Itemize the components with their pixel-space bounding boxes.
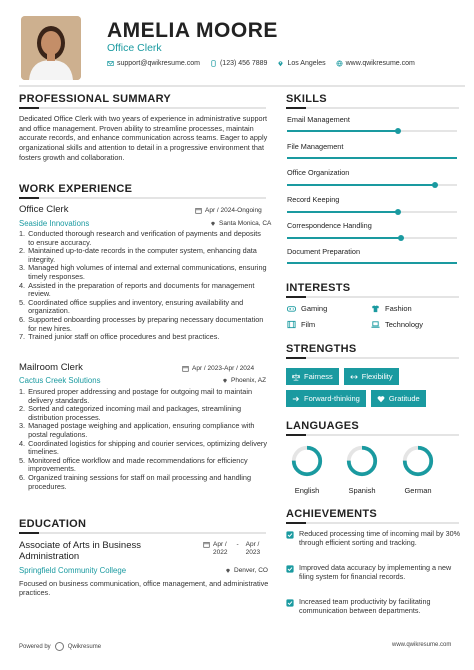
strength-label: Gratitude (388, 394, 420, 403)
calendar-icon (203, 541, 210, 548)
summary-heading: PROFESSIONAL SUMMARY (19, 93, 172, 105)
arrows-icon (350, 373, 358, 381)
strengths-heading: STRENGTHS (286, 343, 357, 355)
list-item: 3. Managed postage weighing and application, ensuring compliance with postal regulations. (19, 421, 255, 440)
education-date: Apr / 2022 - Apr / 2023 (203, 541, 260, 557)
calendar-icon (182, 365, 189, 372)
checkbox-icon (286, 565, 294, 573)
list-item: 2. Maintained up-to-date records in the computer system, enhancing data integrity. (19, 246, 257, 264)
list-item: 5. Monitored office workflow and made recommendations for efficiency improvements. (19, 455, 248, 474)
balance-scale-icon (292, 373, 300, 381)
education-location-text: Denver, CO (234, 567, 268, 574)
interest-item (371, 320, 423, 329)
achievement-text: Improved data accuracy by implementing a new filing system for financial records. (299, 563, 452, 581)
footer-branding (19, 642, 101, 651)
location-pin-icon (222, 377, 228, 384)
language-proficiency-ring (401, 444, 435, 478)
language-item (337, 444, 387, 495)
list-item: 1. Conducted thorough research and verification of payments and deposits to ensure accuracy. (19, 229, 261, 247)
skill-level-handle (432, 182, 438, 188)
skill-bar-fill (287, 262, 457, 264)
skill-level-handle (395, 209, 401, 215)
education-heading-rule (39, 532, 266, 534)
education-heading-underline (19, 532, 39, 534)
summary-heading-underline (19, 107, 39, 109)
summary-heading-rule (39, 107, 266, 109)
phone-contact[interactable] (210, 60, 267, 67)
strengths-heading-underline (286, 357, 306, 359)
skill-level-handle (398, 235, 404, 241)
strength-label: Fairness (304, 372, 333, 381)
interest-label: Film (301, 320, 316, 329)
company-name: Cactus Creek Solutions (19, 376, 101, 385)
checkbox-icon (286, 531, 294, 539)
qwikresume-logo-icon (55, 642, 64, 651)
skill-bar-fill (287, 237, 401, 239)
location-pin-icon (277, 60, 284, 67)
achievements-heading-underline (286, 522, 306, 524)
skill-bar (287, 130, 457, 132)
interests-heading-underline (286, 296, 306, 298)
location-pin-icon (225, 567, 231, 574)
school-name: Springfield Community College (19, 566, 127, 575)
achievement-item (286, 598, 466, 616)
globe-icon (336, 60, 343, 67)
email-icon (107, 60, 114, 67)
strength-label: Forward-thinking (304, 394, 360, 403)
languages-heading-underline (286, 434, 306, 436)
powered-by-text: Powered by (19, 643, 51, 650)
job-title: Office Clerk (19, 204, 69, 215)
skill-name: Record Keeping (287, 195, 340, 204)
email-text: support@qwikresume.com (117, 60, 200, 67)
company-name: Seaside Innovations (19, 219, 90, 228)
location-pin-icon (210, 220, 216, 227)
skill-bar-fill (287, 130, 398, 132)
skill-bar (287, 184, 457, 186)
skills-heading-rule (306, 107, 459, 109)
achievement-item (286, 564, 466, 582)
job-bullet-list (19, 388, 269, 491)
list-item: 5. Coordinated office supplies and inventory, ensuring availability and organization. (19, 297, 244, 316)
interests-heading: INTERESTS (286, 282, 351, 294)
phone-text: (123) 456 7889 (219, 60, 268, 67)
heart-icon (377, 395, 385, 403)
skills-heading-underline (286, 107, 306, 109)
interest-label: Technology (385, 320, 423, 329)
achievement-text: Reduced processing time of incoming mail by 30% through efficient sorting and tracking. (299, 529, 460, 547)
education-location (225, 567, 268, 574)
phone-icon (210, 60, 217, 67)
list-item: 3. Managed high volumes of internal and external communications, ensuring timely responses. (19, 263, 267, 282)
profile-photo (21, 16, 81, 80)
laptop-icon (371, 320, 380, 329)
list-item: 6. Supported onboarding processes by preparing necessary documentation for new hires. (19, 315, 264, 333)
forward-icon (292, 395, 300, 403)
calendar-icon (195, 207, 202, 214)
strength-tag (344, 368, 399, 385)
header-divider (19, 85, 465, 87)
skill-bar (287, 157, 457, 159)
skill-bar-fill (287, 157, 457, 159)
degree-title: Associate of Arts in Business Administration (19, 540, 141, 562)
skill-bar-fill (287, 184, 435, 186)
footer-website[interactable] (392, 642, 451, 648)
interests-heading-rule (306, 296, 459, 298)
interest-item (371, 304, 412, 313)
language-proficiency-ring (345, 444, 379, 478)
job-location-text: Santa Monica, CA (219, 220, 272, 227)
language-item (282, 444, 332, 495)
skill-bar-fill (287, 211, 398, 213)
interest-item (287, 304, 327, 313)
fashion-icon (371, 304, 380, 313)
achievement-item (286, 530, 466, 548)
job-date (182, 365, 254, 372)
job-title: Mailroom Clerk (19, 362, 83, 373)
job-location (210, 220, 271, 227)
experience-heading-underline (19, 197, 39, 199)
experience-heading: WORK EXPERIENCE (19, 183, 133, 195)
list-item: 2. Sorted and categorized incoming mail and packages, streamlining distribution processes. (19, 404, 242, 422)
candidate-name: AMELIA MOORE (107, 19, 278, 42)
summary-text: Dedicated Office Clerk with two years of experience in administrative support and office management. Proven ability to streamline processes, maintain accurate records, and enhance communication across teams. Eager to apply organizational skills and attention to detail in a progressive environment that fosters growth and collaboration. (19, 114, 268, 162)
language-name: English (294, 486, 320, 495)
email-contact[interactable] (107, 60, 200, 67)
film-icon (287, 320, 296, 329)
achievements-heading-rule (306, 522, 459, 524)
interest-label: Gaming (301, 304, 328, 313)
experience-heading-rule (39, 197, 266, 199)
checkbox-icon (286, 599, 294, 607)
footer-website-text[interactable]: www.qwikresume.com (392, 642, 452, 648)
list-item: 6. Organized training sessions for staff on mail processing and handling procedures. (19, 473, 252, 491)
skill-name: Email Management (287, 115, 350, 124)
job-date-text: Apr / 2024-Ongoing (205, 207, 262, 214)
website-text: www.qwikresume.com (345, 60, 415, 67)
skill-name: File Management (287, 142, 344, 151)
achievements-heading: ACHIEVEMENTS (286, 508, 377, 520)
job-location-text: Phoenix, AZ (231, 377, 267, 384)
language-name: Spanish (348, 486, 376, 495)
job-date-text: Apr / 2023-Apr / 2024 (192, 365, 255, 372)
strengths-heading-rule (306, 357, 459, 359)
language-proficiency-ring (290, 444, 324, 478)
gamepad-icon (287, 304, 296, 313)
list-item: 4. Coordinated logistics for shipping and courier services, optimizing delivery timelines. (19, 438, 267, 457)
skill-bar (287, 211, 457, 213)
skill-name: Correspondence Handling (287, 221, 372, 230)
skill-name: Office Organization (287, 168, 350, 177)
strength-tag (286, 368, 339, 385)
achievement-text: Increased team productivity by facilitating communication between departments. (299, 597, 431, 615)
brand-link[interactable]: Qwikresume (67, 643, 102, 650)
strength-label: Flexibility (361, 372, 393, 381)
location-contact (277, 60, 325, 67)
skill-bar (287, 262, 457, 264)
strength-tag (371, 390, 426, 407)
skill-level-handle (395, 128, 401, 134)
strength-tags (286, 368, 461, 407)
skills-heading: SKILLS (286, 93, 327, 105)
languages-heading-rule (306, 434, 459, 436)
skill-bar (287, 237, 457, 239)
education-heading: EDUCATION (19, 518, 87, 530)
interest-item (287, 320, 315, 329)
language-item (393, 444, 443, 495)
list-item: 1. Ensured proper addressing and postage for outgoing mail to maintain delivery standards. (19, 387, 253, 405)
education-description: Focused on business communication, office management, and administrative practices. (19, 579, 269, 598)
languages-heading: LANGUAGES (286, 420, 359, 432)
job-bullet-list (19, 230, 269, 342)
strength-tag (286, 390, 366, 407)
website-contact[interactable] (336, 60, 415, 67)
interest-label: Fashion (385, 304, 412, 313)
job-date (195, 207, 262, 214)
contact-bar (107, 60, 415, 67)
language-name: German (404, 486, 432, 495)
skill-name: Document Preparation (287, 247, 361, 256)
candidate-role: Office Clerk (107, 42, 162, 54)
list-item: 7. Trained junior staff on office procedures and best practices. (19, 332, 220, 342)
location-text: Los Angeles (287, 60, 326, 67)
job-location (222, 377, 266, 384)
list-item: 4. Assisted in the preparation of reports and documents for management review. (19, 280, 255, 299)
